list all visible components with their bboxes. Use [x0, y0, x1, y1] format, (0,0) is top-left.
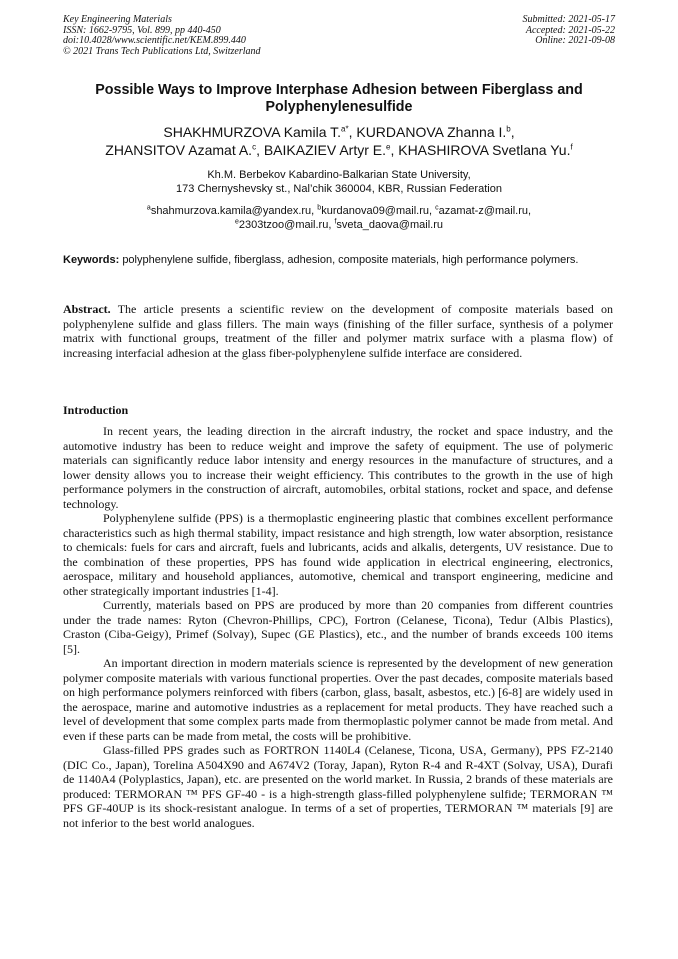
email-address[interactable]: azamat-z@mail.ru — [438, 205, 529, 217]
paper-title — [40, 82, 638, 116]
affiliation-line-2: 173 Chernyshevsky st., Nal’chik 360004, KBR, Russian Federation — [176, 182, 502, 195]
abstract-text: The article presents a scientific review on the development of composite materials based on polyphenylene sulfide and glass fillers. The main ways (finishing of the filler surface, synthesis of a polymer matrix with functional groups, treatment of the filler and polymer matrix surface with a plasma flow) of increasing interfacial adhesion at the glass fiber-polyphenylene sulfide interface are considered. — [63, 302, 613, 360]
email-address[interactable]: 2303tzoo@mail.ru — [238, 218, 329, 231]
affiliation — [40, 169, 638, 196]
journal-info — [63, 15, 261, 57]
accepted-date: Accepted: 2021-05-22 — [525, 24, 615, 36]
author-sup: e — [386, 141, 391, 151]
email-sup: a — [146, 204, 151, 212]
submitted-date: Submitted: 2021-05-17 — [522, 14, 615, 25]
author-name: ZHANSITOV Azamat A. — [105, 141, 253, 158]
abstract-label: Abstract. — [63, 302, 111, 316]
email-address[interactable]: kurdanova09@mail.ru — [321, 205, 429, 217]
email-sup: b — [317, 204, 322, 212]
journal-name: Key Engineering Materials — [63, 14, 172, 25]
keywords-label: Keywords: — [63, 254, 120, 266]
author-sup: a* — [341, 124, 349, 134]
email-address[interactable]: shahmurzova.kamila@yandex.ru — [150, 205, 312, 217]
affiliation-line-1: Kh.M. Berbekov Kabardino-Balkarian State University, — [207, 169, 471, 181]
journal-doi[interactable]: doi:10.4028/www.scientific.net/KEM.899.440 — [63, 35, 246, 46]
author-name: BAIKAZIEV Artyr E. — [263, 141, 386, 158]
introduction-body — [63, 424, 613, 830]
author-sup: f — [570, 141, 573, 151]
keywords-block — [63, 254, 613, 268]
email-sup: e — [235, 217, 239, 225]
author-list: SHAKHMURZOVA Kamila T.$^{a*}$, KURDANOVA Zhanna I.$^b$, ZHANSITOV Azamat A.$^c$, BAIKAZIEV Artyr E.$^e$, KHASHIROVA Svetlana Yu.$^f$ — [105, 124, 573, 158]
title-line-2: Polyphenylenesulfide — [265, 99, 413, 115]
email-sup: c — [435, 204, 439, 212]
paragraph: Currently, materials based on PPS are produced by more than 20 companies from different countries under the trade names: Ryton (Chevron-Phillips, CPC), Fortron (Celanese, Ticona), Tedur (Albis Plastics), Craston (Ciba-Geigy), Primef (Solvay), Supec (GE Plastics), etc., and the number of brands exceeds 100 items [5]. — [63, 598, 613, 656]
online-date: Online: 2021-09-08 — [535, 35, 615, 46]
paragraph: An important direction in modern materials science is represented by the development of new generation polymer composite materials with various functional properties. Over the past decades, composite materials based on high performance polymers reinforced with fibers (carbon, glass, basalt, asbestos, etc.) [6-8] are widely used in the aerospace, marine and automotive industries as a replacement for metal products. They have reached such a level of development that some complex parts made from thermoplastic polymer cannot be made from metal. And even if these parts can be made from metal, the costs will be prohibitive. — [63, 656, 613, 743]
keywords-text: polyphenylene sulfide, fiberglass, adhesion, composite materials, high performance polymers. — [122, 254, 579, 266]
paragraph: Polyphenylene sulfide (PPS) is a thermoplastic engineering plastic that combines excellent performance characteristics such as high thermal stability, impact resistance and high strength, low water absorption, resistance to chemicals: fuels for cars and aircraft, fuels and lubricants, acids and alkalis, detergents, UV resistance. Due to the combination of these properties, PPS has found wide application in electrical engineering, electronics, aerospace, military and household appliances, automotive, chemical and transport engineering, medicine and other strategically important industries [1-4]. — [63, 511, 613, 598]
journal-copyright: © 2021 Trans Tech Publications Ltd, Switzerland — [63, 45, 261, 57]
email-address[interactable]: sveta_daova@mail.ru — [336, 218, 443, 231]
author-sup: b — [506, 124, 511, 134]
section-heading-introduction: Introduction — [63, 403, 129, 417]
author-sup: c — [252, 141, 257, 151]
paragraph: Glass-filled PPS grades such as FORTRON 1140L4 (Celanese, Ticona, USA, Germany), PPS FZ-2140 (DIC Co., Japan), Torelina A504X90 and A674V2 (Toray, Japan), Ryton R-4 and R-4XT (Solvay, USA), Durafi de 1140A4 (Polyplastics, Japan), etc. are presented on the world market. In Russia, 2 brands of these materials are produced: TERMORAN ™ PFS GF-40 - is a high-strength glass-filled polyphenylene sulfide; TERMORAN ™ PFS GF-40UP is its shock-resistant analogue. In terms of a set of properties, TERMORAN ™ materials [9] are not inferior to the best world analogues. — [63, 743, 613, 830]
abstract-block — [63, 302, 613, 360]
author-name: KURDANOVA Zhanna I. — [356, 124, 507, 140]
email-list: $^a$shahmurzova.kamila@yandex.ru, $^b$kurdanova09@mail.ru, $^c$azamat-z@mail.ru, $^e$2303tzoo@mail.ru, $^f$sveta_daova@mail.ru — [146, 204, 532, 231]
author-name: SHAKHMURZOVA Kamila T. — [163, 124, 342, 140]
title-line-1: Possible Ways to Improve Interphase Adhesion between Fiberglass and — [95, 82, 583, 98]
paragraph: In recent years, the leading direction in the aircraft industry, the rocket and space industry, and the automotive industry has been to reduce weight and improve the safety of equipment. The use of polymeric materials can significantly reduce labor intensity and energy resources in the manufacture of structures, and a lower density allows you to increase their weight efficiency. This contributes to the growth in the use of high performance polymers in the construction of aircraft, automobiles, orbital stations, rocket and space, and defense technology. — [63, 424, 613, 511]
submission-dates — [523, 15, 616, 47]
author-name: KHASHIROVA Svetlana Yu. — [398, 141, 571, 158]
journal-issn: ISSN: 1662-9795, Vol. 899, pp 440-450 — [63, 24, 221, 36]
email-sup: f — [334, 217, 337, 225]
